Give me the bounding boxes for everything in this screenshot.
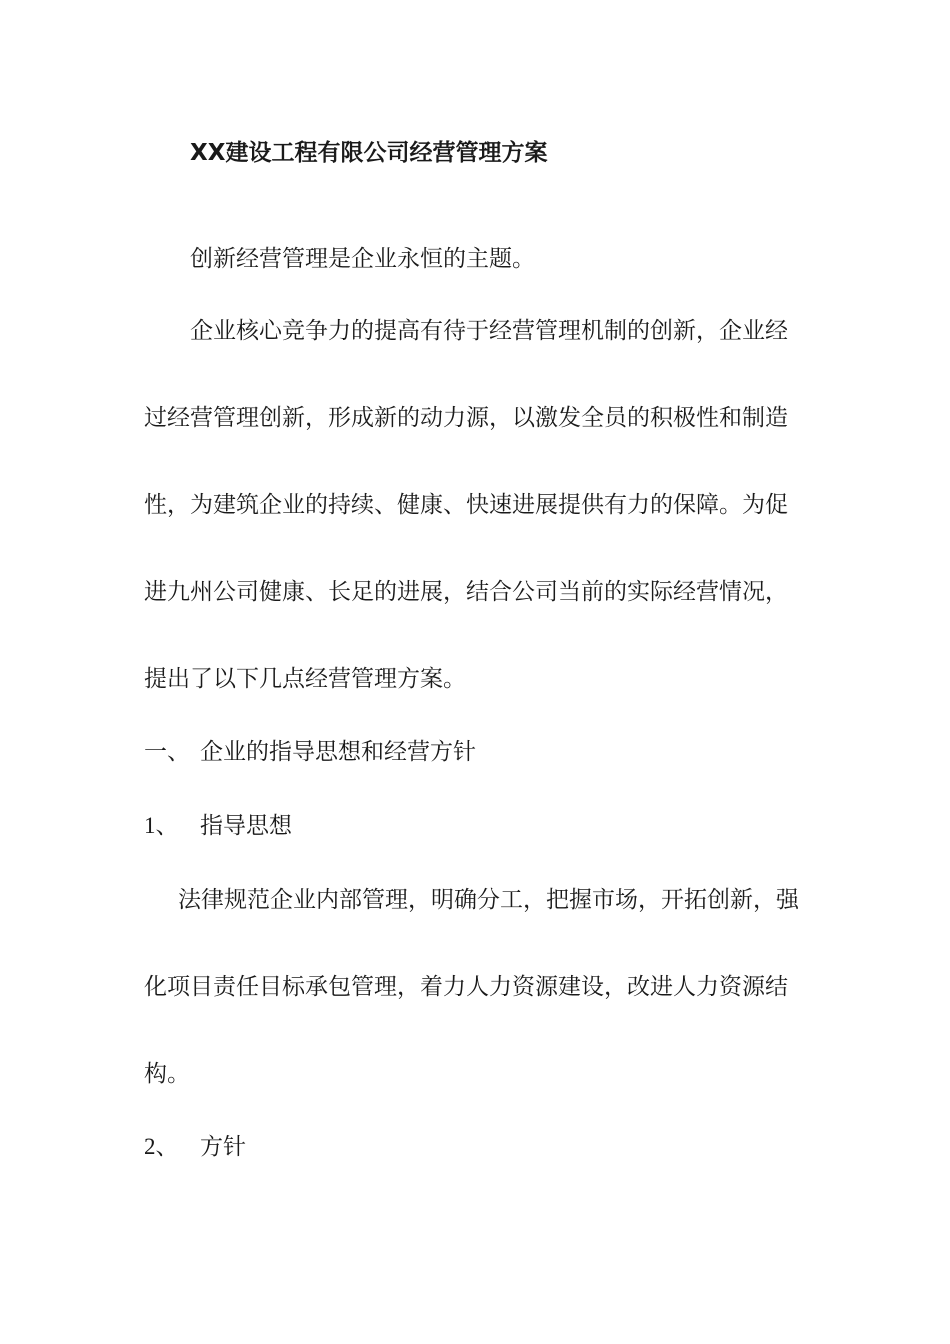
item-heading [144, 811, 814, 841]
item-heading-text: 方针 [200, 1134, 246, 1160]
paragraph-line: 性，为建筑企业的持续、健康、快速进展提供有力的保障。为促 [144, 492, 788, 518]
item-heading-text: 指导思想 [200, 813, 292, 839]
item-heading [144, 1132, 814, 1162]
paragraph-line: 法律规范企业内部管理，明确分工，把握市场，开拓创新，强 [178, 887, 799, 913]
paragraph-line: 化项目责任目标承包管理，着力人力资源建设，改进人力资源结 [144, 974, 788, 1000]
paragraph-line: 过经营管理创新，形成新的动力源，以激发全员的积极性和制造 [144, 405, 788, 431]
section-number: 一、 [144, 739, 190, 765]
section-heading-text: 企业的指导思想和经营方针 [200, 739, 476, 765]
item-number: 2、 [144, 1134, 179, 1159]
item-number: 1、 [144, 813, 179, 838]
paragraph-line: 企业核心竞争力的提高有待于经营管理机制的创新，企业经 [190, 318, 788, 344]
paragraph-line: 构。 [144, 1061, 190, 1087]
paragraph-line: 进九州公司健康、长足的进展，结合公司当前的实际经营情况， [144, 579, 788, 605]
document-title: XX建设工程有限公司经营管理方案 [190, 140, 548, 166]
paragraph-line: 提出了以下几点经营管理方案。 [144, 666, 466, 692]
section-heading [144, 737, 814, 767]
intro-paragraph: 创新经营管理是企业永恒的主题。 [190, 246, 535, 272]
